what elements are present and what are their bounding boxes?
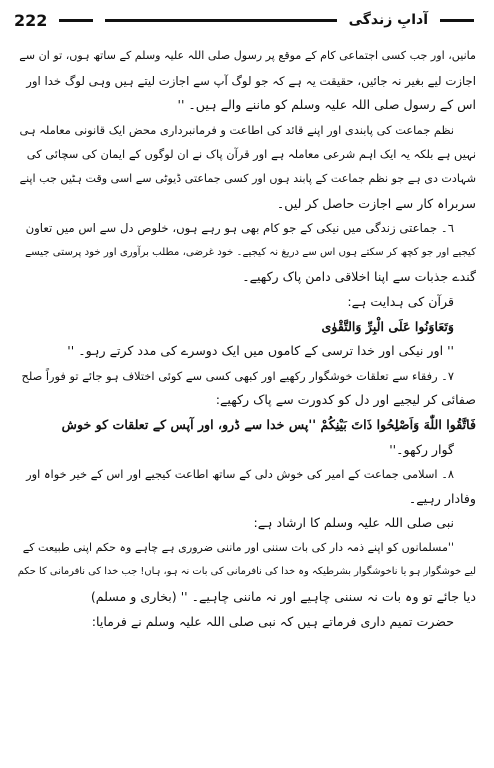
text-line: سربراہ کار سے اجازت حاصل کر لیں۔ [276, 195, 476, 211]
text-line: قرآن کی ہدایت ہے: [347, 293, 454, 309]
text-line: اس کے رسول صلی اللہ علیہ وسلم کو ماننے والے ہیں۔ '' [177, 97, 476, 113]
text-line: نہیں ہے بلکہ یہ ایک اہم شرعی معاملہ ہے اور قرآن پاک نے ان لوگوں کے ایمان کی سچائی کی [26, 147, 476, 162]
page-header [14, 8, 480, 32]
text-line: اجازت لیے بغیر نہ جائیں، حقیقت یہ ہے کہ جو لوگ آپ سے اجازت لیتے ہیں وہی لوگ خدا اور [26, 73, 476, 88]
page-body [18, 44, 476, 634]
text-line: فَاتَّقُوا اللّٰهَ وَاَصْلِحُوا ذَاتَ بَيْنِكُمْ ''پس خدا سے ڈرو، اور آپس کے تعلقات کو خوش [61, 416, 476, 432]
text-line: گوار رکھو۔'' [389, 441, 454, 457]
text-line: صفائی کر لیجیے اور دل کو کدورت سے پاک رکھیے: [215, 392, 476, 408]
text-line: کیجیے اور جو کچھ کر سکتے ہوں اس سے دریغ نہ کیجیے۔ خود غرضی، مطلب برآوری اور خود پرستی جیسے [25, 246, 476, 258]
text-line: '' اور نیکی اور خدا ترسی کے کاموں میں ایک دوسرے کی مدد کرتے رہو۔ '' [67, 343, 454, 359]
text-line: ٧۔ رفقاء سے تعلقات خوشگوار رکھیے اور کبھی کسی سے کوئی اختلاف ہو جائے تو فوراً صلح [21, 368, 454, 383]
header-rule-left [59, 19, 93, 22]
book-title: آدابِ زندگی [348, 12, 428, 28]
text-line: وَتَعَاوَنُوا عَلَى الْبِرِّ وَالتَّقْوٰى [321, 318, 454, 334]
page-number: 222 [14, 10, 48, 30]
header-rule-right [440, 19, 474, 22]
text-line: ٦۔ جماعتی زندگی میں نیکی کے جو کام بھی ہو رہے ہوں، خلوص دل سے اس میں تعاون [25, 221, 454, 236]
text-line: لیے خوشگوار ہو یا ناخوشگوار بشرطیکہ وہ خدا کی نافرمانی کی بات نہ ہو، ہاں! جب خدا کی نافرمانی کا حکم [18, 566, 476, 578]
text-line: شہادت دی ہے جو نظم جماعت کے پابند ہوں اور کسی جماعتی ڈیوٹی سے اسی وقت ہٹیں جب اپنے [19, 171, 476, 185]
text-line: حضرت تمیم داری فرماتے ہیں کہ نبی صلی اللہ علیہ وسلم نے فرمایا: [91, 613, 454, 629]
text-line: مانیں، اور جب کسی اجتماعی کام کے موقع پر رسول صلی اللہ علیہ وسلم کے ساتھ ہوں، تو ان سے [19, 49, 476, 62]
text-line: گندے جذبات سے اپنا اخلاقی دامن پاک رکھیے۔ [242, 269, 476, 285]
header-rule-middle [105, 19, 336, 22]
text-line: نظم جماعت کی پابندی اور اپنے قائد کی اطاعت و فرمانبرداری محض ایک قانونی معاملہ ہی [19, 122, 454, 137]
text-line: ٨۔ اسلامی جماعت کے امیر کی خوش دلی کے ساتھ اطاعت کیجیے اور اس کے خیر خواہ اور [26, 467, 454, 482]
text-line: ''مسلمانوں کو اپنے ذمہ دار کی بات سننی اور ماننی ضروری ہے چاہے وہ حکم اپنی طبیعت کے [22, 540, 454, 554]
text-line: نبی صلی اللہ علیہ وسلم کا ارشاد ہے: [253, 515, 454, 531]
text-line: دیا جائے تو وہ بات نہ سننی چاہیے اور نہ ماننی چاہیے۔ '' (بخاری و مسلم) [90, 589, 476, 605]
text-line: وفادار رہیے۔ [408, 490, 476, 506]
